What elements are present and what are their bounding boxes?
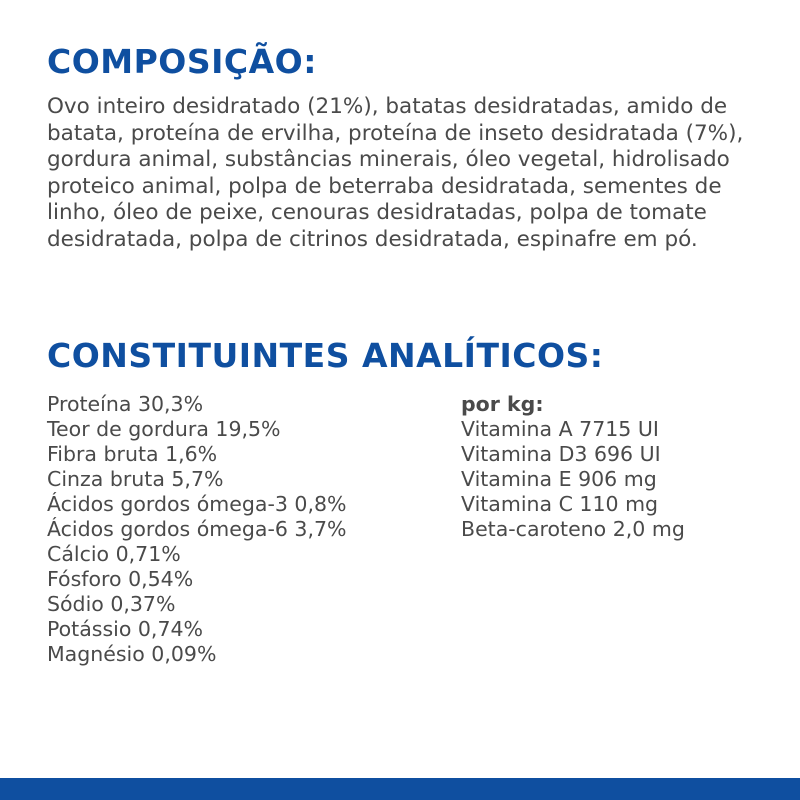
- composition-text: Ovo inteiro desidratado (21%), batatas desidratadas, amido de batata, proteína de ervilha, proteína de inseto desidratada (7%), gordura animal, substâncias minerais, óleo vegetal, hidrolisado proteico animal, polpa de beterraba desidratada, sementes de linho, óleo de peixe, cenouras desidratadas, polpa de tomate desidratada, polpa de citrinos desidratada, espinafre em pó.: [47, 94, 744, 252]
- constituent-item: Teor de gordura 19,5%: [47, 417, 281, 441]
- constituent-item: Fibra bruta 1,6%: [47, 442, 218, 466]
- per-kg-label: por kg:: [461, 392, 544, 416]
- constituent-item: Ácidos gordos ómega-3 0,8%: [47, 492, 347, 516]
- vitamin-item: Vitamina C 110 mg: [461, 492, 659, 516]
- composition-heading: COMPOSIÇÃO:: [47, 42, 317, 81]
- constituent-item: Ácidos gordos ómega-6 3,7%: [47, 517, 347, 541]
- constituent-item: Sódio 0,37%: [47, 592, 176, 616]
- vitamin-item: Vitamina E 906 mg: [461, 467, 657, 491]
- bottom-accent-bar: [0, 778, 800, 800]
- constituent-item: Proteína 30,3%: [47, 392, 204, 416]
- constituents-list: [47, 392, 347, 667]
- vitamin-item: Vitamina A 7715 UI: [461, 417, 659, 441]
- constituent-item: Fósforo 0,54%: [47, 567, 194, 591]
- vitamin-item: Vitamina D3 696 UI: [461, 442, 661, 466]
- vitamin-item: Beta-caroteno 2,0 mg: [461, 517, 685, 541]
- constituent-item: Cálcio 0,71%: [47, 542, 181, 566]
- analytical-constituents-heading: CONSTITUINTES ANALÍTICOS:: [47, 336, 604, 375]
- constituent-item: Potássio 0,74%: [47, 617, 204, 641]
- constituent-item: Cinza bruta 5,7%: [47, 467, 224, 491]
- vitamins-list: [461, 392, 685, 542]
- constituent-item: Magnésio 0,09%: [47, 642, 217, 666]
